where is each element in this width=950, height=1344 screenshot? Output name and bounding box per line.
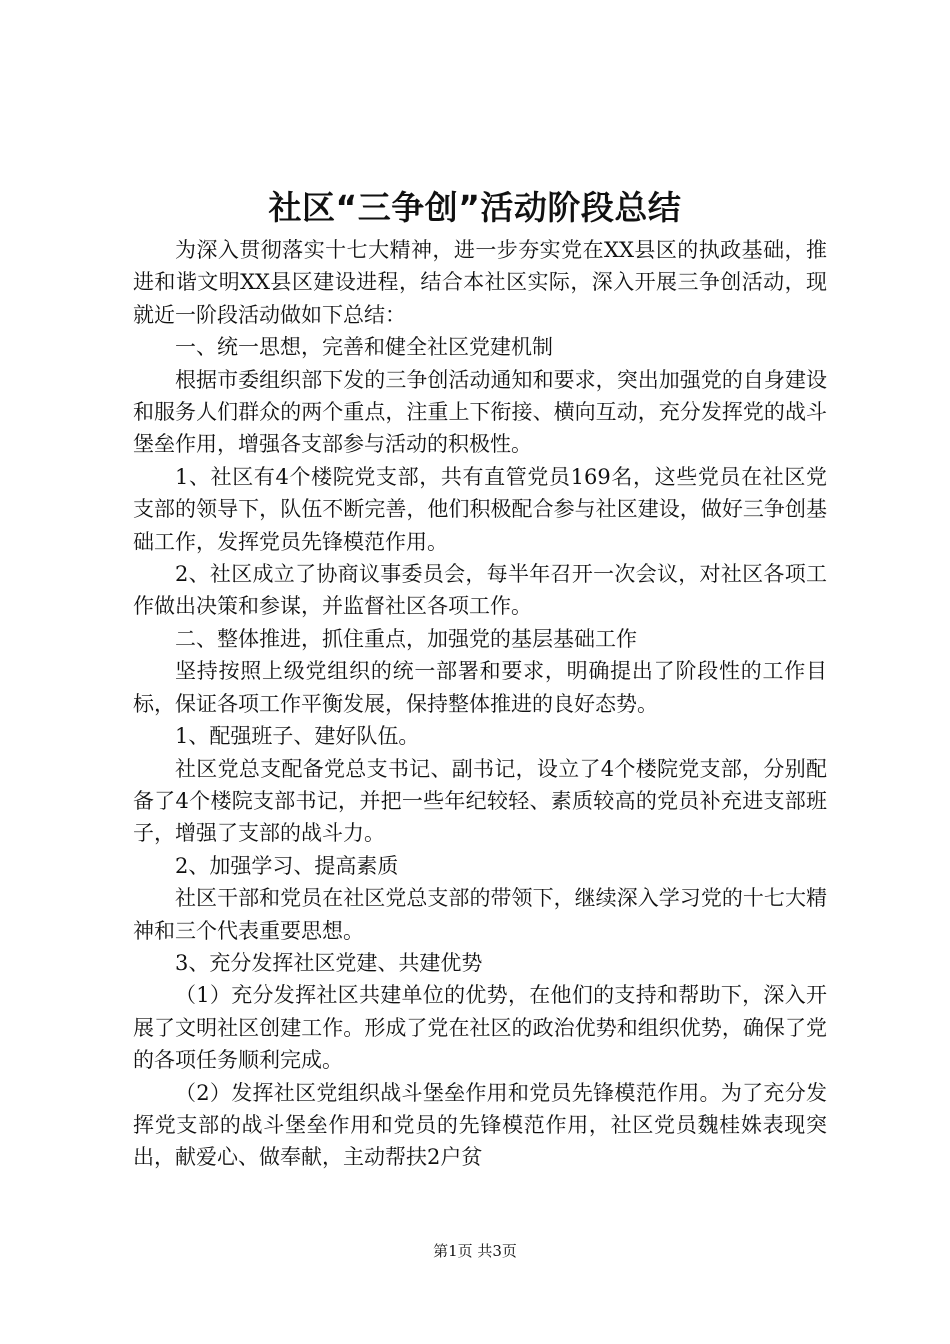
document-body xyxy=(133,234,827,1174)
paragraph-intro: 为深入贯彻落实十七大精神，进一步夯实党在XX县区的执政基础，推进和谐文明XX县区建设进程，结合本社区实际，深入开展三争创活动，现就近一阶段活动做如下总结： xyxy=(133,238,827,327)
subheading: 1、配强班子、建好队伍。 xyxy=(175,724,420,749)
paragraph: 社区党总支配备党总支书记、副书记，设立了4个楼院党支部，分别配备了4个楼院支部书记，并把一些年纪较轻、素质较高的党员补充进支部班子，增强了支部的战斗力。 xyxy=(133,756,827,846)
paragraph: （2）发挥社区党组织战斗堡垒作用和党员先锋模范作用。为了充分发挥党支部的战斗堡垒作用和党员的先锋模范作用，社区党员魏桂姝表现突出，献爱心、做奉献，主动帮扶2户贫 xyxy=(133,1080,827,1170)
section-heading-1: 一、统一思想，完善和健全社区党建机制 xyxy=(175,335,553,360)
paragraph: （1）充分发挥社区共建单位的优势，在他们的支持和帮助下，深入开展了文明社区创建工作。形成了党在社区的政治优势和组织优势，确保了党的各项任务顺利完成。 xyxy=(133,983,827,1073)
subheading: 2、加强学习、提高素质 xyxy=(175,853,399,878)
paragraph: 2、社区成立了协商议事委员会，每半年召开一次会议，对社区各项工作做出决策和参谋，并监督社区各项工作。 xyxy=(133,562,827,619)
document-title: 社区“三争创”活动阶段总结 xyxy=(268,188,682,227)
paragraph: 社区干部和党员在社区党总支部的带领下，继续深入学习党的十七大精神和三个代表重要思想。 xyxy=(133,886,827,943)
page-number-footer: 第1页 共3页 xyxy=(433,1242,517,1260)
paragraph: 1、社区有4个楼院党支部，共有直管党员169名，这些党员在社区党支部的领导下，队伍不断完善，他们积极配合参与社区建设，做好三争创基础工作，发挥党员先锋模范作用。 xyxy=(133,464,827,554)
section-heading-2: 二、整体推进，抓住重点，加强党的基层基础工作 xyxy=(175,626,637,651)
paragraph: 坚持按照上级党组织的统一部署和要求，明确提出了阶段性的工作目标，保证各项工作平衡发展，保持整体推进的良好态势。 xyxy=(133,659,827,716)
paragraph: 根据市委组织部下发的三争创活动通知和要求，突出加强党的自身建设和服务人们群众的两个重点，注重上下衔接、横向互动，充分发挥党的战斗堡垒作用，增强各支部参与活动的积极性。 xyxy=(133,367,827,457)
subheading: 3、充分发挥社区党建、共建优势 xyxy=(175,950,483,975)
